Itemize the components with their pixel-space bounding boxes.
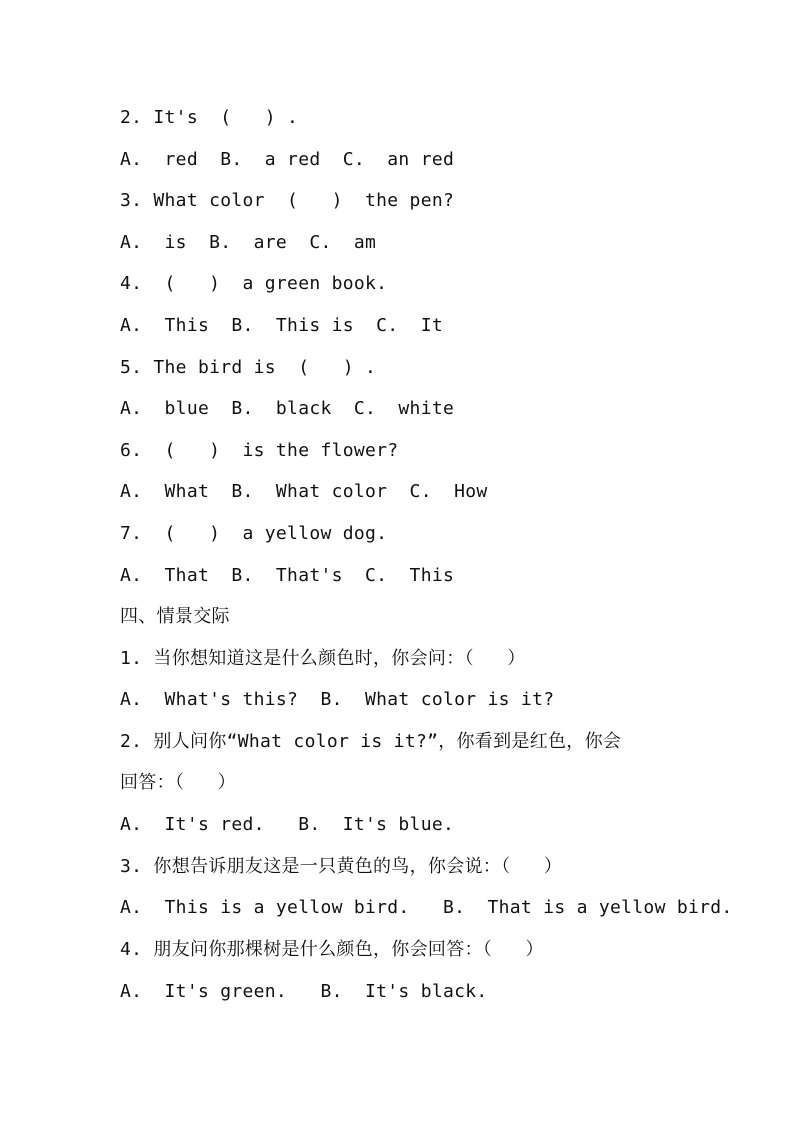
situation-question-4: 4. 朋友问你那棵树是什么颜色，你会回答：（ ） [120,939,544,960]
options-6: A. What B. What color C. How [120,481,488,502]
options-7: A. That B. That's C. This [120,565,455,586]
question-4: 4. ( ) a green book. [120,273,388,294]
question-2: 2. It's ( ) . [120,107,299,128]
situation-question-2-cont: 回答：（ ） [120,772,236,793]
situation-options-2: A. It's red. B. It's blue. [120,814,455,835]
options-5: A. blue B. black C. white [120,398,455,419]
situation-options-1: A. What's this? B. What color is it? [120,689,555,710]
situation-options-3: A. This is a yellow bird. B. That is a yellow bird. [120,897,733,918]
section-heading: 四、情景交际 [120,606,230,627]
options-4: A. This B. This is C. It [120,315,443,336]
situation-question-2: 2. 别人问你“What color is it?”，你看到是红色，你会 [120,731,622,752]
situation-options-4: A. It's green. B. It's black. [120,981,488,1002]
question-3: 3. What color ( ) the pen? [120,190,455,211]
question-5: 5. The bird is ( ) . [120,357,377,378]
options-3: A. is B. are C. am [120,232,377,253]
situation-question-1: 1. 当你想知道这是什么颜色时，你会问：（ ） [120,648,526,669]
question-7: 7. ( ) a yellow dog. [120,523,388,544]
situation-question-3: 3. 你想告诉朋友这是一只黄色的鸟，你会说：（ ） [120,856,563,877]
options-2: A. red B. a red C. an red [120,149,455,170]
question-6: 6. ( ) is the flower? [120,440,399,461]
